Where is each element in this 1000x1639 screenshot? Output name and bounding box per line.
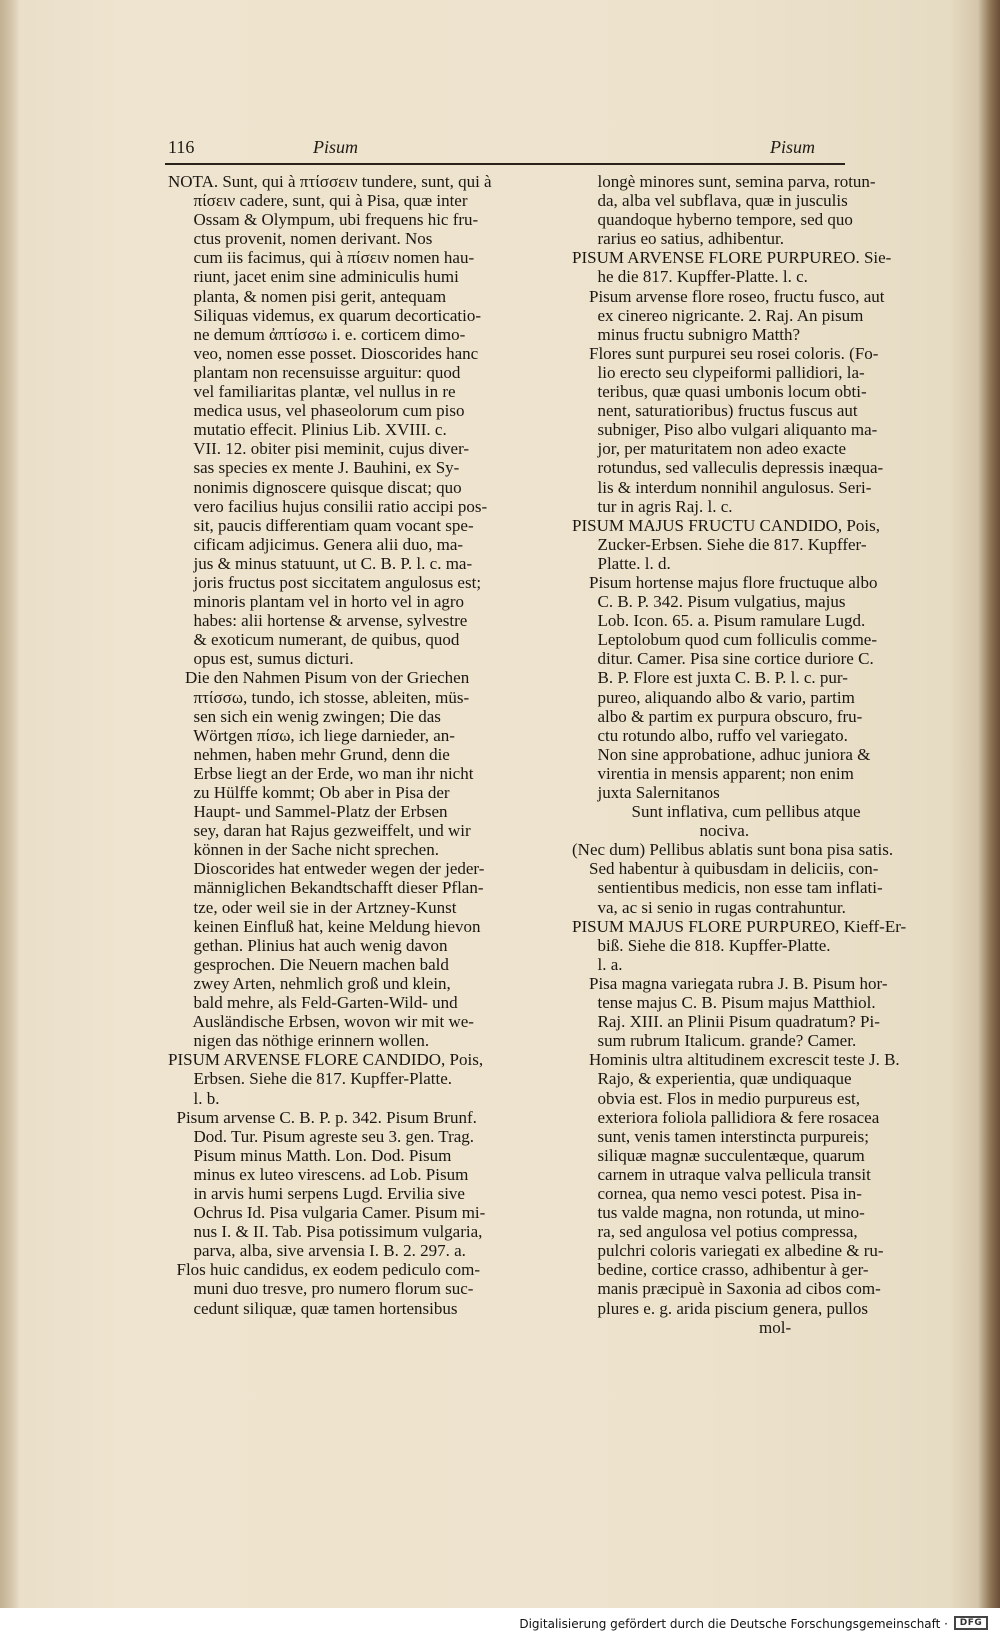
text-line: Raj. XIII. an Plinii Pisum quadratum? Pi- xyxy=(572,1012,880,1032)
text-line: Ossam & Olympum, ubi frequens hic fru- xyxy=(168,210,479,230)
text-line: keinen Einfluß hat, keine Meldung hievon xyxy=(168,916,481,936)
text-line: vel familiaritas plantæ, vel nullus in re xyxy=(168,382,456,402)
text-line: muni duo tresve, pro numero florum suc- xyxy=(168,1279,474,1299)
text-line: PISUM MAJUS FRUCTU CANDIDO, Pois, xyxy=(572,515,880,535)
text-line: Ausländische Erbsen, wovon wir mit we- xyxy=(168,1012,474,1032)
gutter-shadow xyxy=(0,0,20,1608)
right-column xyxy=(572,172,964,1337)
text-line: (Nec dum) Pellibus ablatis sunt bona pisa satis. xyxy=(572,840,894,860)
text-line: minus ex luteo virescens. ad Lob. Pisum xyxy=(168,1164,469,1184)
text-line: carnem in utraque valva pellicula transit xyxy=(572,1164,871,1184)
text-line: da, alba vel subflava, quæ in jusculis xyxy=(572,191,848,211)
text-line: ex cinereo nigricante. 2. Raj. An pisum xyxy=(572,305,864,325)
text-line: PISUM ARVENSE FLORE CANDIDO, Pois, xyxy=(168,1050,484,1070)
text-line: medica usus, vel phaseolorum cum piso xyxy=(168,401,465,421)
text-line: Non sine approbatione, adhuc juniora & xyxy=(572,744,871,764)
text-line: exteriora foliola pallidiora & fere rosacea xyxy=(572,1107,880,1127)
digitization-footer xyxy=(0,1608,1000,1639)
text-line: nus I. & II. Tab. Pisa potissimum vulgaria, xyxy=(168,1222,483,1242)
text-line: pulchri coloris variegati ex albedine & ru- xyxy=(572,1241,884,1261)
text-line: ctu rotundo albo, ruffo vel variegato. xyxy=(572,725,848,745)
text-line: B. P. Flore est juxta C. B. P. l. c. pur- xyxy=(572,668,848,688)
text-line: Die den Nahmen Pisum von der Griechen xyxy=(168,668,470,688)
text-line: riunt, jacet enim sine adminiculis humi xyxy=(168,267,459,287)
text-line: nigen das nöthige erinnern wollen. xyxy=(168,1031,430,1051)
text-line: Sed habentur à quibusdam in deliciis, con- xyxy=(572,859,879,879)
text-line: rotundus, sed valleculis depressis inæqua- xyxy=(572,458,884,478)
text-line: parva, alba, sive arvensia I. B. 2. 297. a. xyxy=(168,1241,466,1261)
text-line: Siliquas videmus, ex quarum decorticatio- xyxy=(168,305,482,325)
text-line: nent, saturatioribus) fructus fuscus aut xyxy=(572,401,858,421)
text-line: mutatio effecit. Plinius Lib. XVIII. c. xyxy=(168,420,447,440)
text-line: veo, nomen esse posset. Dioscorides hanc xyxy=(168,343,479,363)
text-line: mol- xyxy=(572,1317,792,1337)
text-line: πίσειν cadere, sunt, qui à Pisa, quæ inter xyxy=(168,191,468,211)
text-line: opus est, sumus dicturi. xyxy=(168,649,354,669)
text-line: sum rubrum Italicum. grande? Camer. xyxy=(572,1031,857,1051)
text-line: zu Hülffe kommt; Ob aber in Pisa der xyxy=(168,783,450,802)
text-line: gesprochen. Die Neuern machen bald xyxy=(168,954,449,974)
text-line: tense majus C. B. Pisum majus Matthiol. xyxy=(572,993,876,1013)
text-line: Pisum hortense majus flore fructuque albo xyxy=(572,572,878,592)
text-line: Haupt- und Sammel-Platz der Erbsen xyxy=(168,802,448,822)
text-line: manis præcipuè in Saxonia ad cibos com- xyxy=(572,1279,881,1299)
text-line: bedine, cortice crasso, adhibentur à ger- xyxy=(572,1260,869,1280)
dfg-logo: DFG xyxy=(954,1616,988,1630)
text-line: biß. Siehe die 818. Kupffer-Platte. xyxy=(572,935,831,955)
running-head-left: Pisum xyxy=(313,137,358,157)
text-line: sunt, venis tamen interstincta purpureis; xyxy=(572,1126,869,1146)
text-line: longè minores sunt, semina parva, rotun- xyxy=(572,172,876,191)
text-line: Dioscorides hat entweder wegen der jeder- xyxy=(168,859,485,879)
text-line: rarius eo satius, adhibentur. xyxy=(572,229,784,249)
text-line: Platte. l. d. xyxy=(572,553,671,573)
text-line: PISUM ARVENSE FLORE PURPUREO. Sie- xyxy=(572,248,892,268)
text-line: C. B. P. 342. Pisum vulgatius, majus xyxy=(572,592,846,612)
text-line: können in der Sache nicht sprechen. xyxy=(168,840,439,860)
text-line: nonimis dignoscere quisque discat; quo xyxy=(168,477,462,497)
text-line: Pisum arvense flore roseo, fructu fusco, aut xyxy=(572,286,885,306)
text-line: albo & partim ex purpura obscuro, fru- xyxy=(572,706,863,726)
text-line: l. a. xyxy=(572,954,623,974)
running-head-right: Pisum xyxy=(770,137,815,157)
text-line: siliquæ magnæ succulentæque, quarum xyxy=(572,1145,865,1165)
text-line: Dod. Tur. Pisum agreste seu 3. gen. Trag. xyxy=(168,1126,475,1146)
text-line: subniger, Piso albo vulgari aliquanto ma- xyxy=(572,420,878,440)
text-line: cornea, qua nemo vesci potest. Pisa in- xyxy=(572,1183,862,1203)
text-line: jor, per maturitatem non adeo exacte xyxy=(572,439,847,459)
page-number: 116 xyxy=(168,137,195,157)
text-line: sas species ex mente J. Bauhini, ex Sy- xyxy=(168,458,460,478)
text-line: Hominis ultra altitudinem excrescit teste J. B. xyxy=(572,1050,900,1070)
text-line: VII. 12. obiter pisi meminit, cujus diver- xyxy=(168,439,470,459)
text-line: minus fructu subnigro Matth? xyxy=(572,324,801,344)
text-line: plures e. g. arida piscium genera, pullos xyxy=(572,1298,869,1318)
footer-credit: Digitalisierung gefördert durch die Deutsche Forschungsgemeinschaft · xyxy=(519,1617,948,1631)
text-line: ra, sed angulosa vel potius compressa, xyxy=(572,1222,858,1242)
left-column xyxy=(168,172,550,1318)
text-line: vero facilius hujus consilii ratio accipi pos- xyxy=(168,496,488,516)
text-line: Sunt inflativa, cum pellibus atque xyxy=(572,802,861,822)
page-edge xyxy=(978,0,1000,1608)
text-line: cedunt siliquæ, quæ tamen hortensibus xyxy=(168,1298,458,1318)
text-line: Zucker-Erbsen. Siehe die 817. Kupffer- xyxy=(572,534,867,554)
text-line: nociva. xyxy=(572,821,750,841)
text-line: Pisum arvense C. B. P. p. 342. Pisum Brunf. xyxy=(168,1107,477,1127)
text-line: l. b. xyxy=(168,1088,220,1108)
text-line: ne demum ἀπτίσσω i. e. corticem dimo- xyxy=(168,324,466,344)
text-line: va, ac si senio in rugas contrahuntur. xyxy=(572,897,846,917)
text-line: Lob. Icon. 65. a. Pisum ramulare Lugd. xyxy=(572,611,866,631)
text-line: PISUM MAJUS FLORE PURPUREO, Kieff-Er- xyxy=(572,916,907,936)
text-line: planta, & nomen pisi gerit, antequam xyxy=(168,286,447,306)
text-line: sen sich ein wenig zwingen; Die das xyxy=(168,706,441,726)
text-line: zwey Arten, nehmlich groß und klein, xyxy=(168,973,451,993)
text-line: Pisum minus Matth. Lon. Dod. Pisum xyxy=(168,1145,452,1165)
text-line: ctus provenit, nomen derivant. Nos xyxy=(168,229,433,249)
text-line: joris fructus post siccitatem angulosus est; xyxy=(168,572,482,592)
header-rule xyxy=(165,163,845,165)
text-line: obvia est. Flos in medio purpureus est, xyxy=(572,1088,861,1108)
text-line: & exoticum numerant, de quibus, quod xyxy=(168,630,460,650)
text-line: plantam non recensuisse arguitur: quod xyxy=(168,362,461,382)
text-line: gethan. Plinius hat auch wenig davon xyxy=(168,935,448,955)
text-line: Wörtgen πίσω, ich liege darnieder, an- xyxy=(168,725,455,745)
text-line: sentientibus medicis, non esse tam inflati- xyxy=(572,878,883,898)
text-line: Leptolobum quod cum folliculis comme- xyxy=(572,630,878,650)
text-line: in arvis humi serpens Lugd. Ervilia sive xyxy=(168,1183,465,1203)
text-line: NOTA. Sunt, qui à πτίσσειν tundere, sunt, qui à xyxy=(168,172,492,191)
text-line: lio erecto seu clypeiformi pallidiori, la- xyxy=(572,362,865,382)
text-line: sey, daran hat Rajus gezweiffelt, und wir xyxy=(168,821,471,841)
text-line: tur in agris Raj. l. c. xyxy=(572,496,733,516)
text-line: pureo, aliquando albo & vario, partim xyxy=(572,687,855,707)
text-line: Erbse liegt an der Erde, wo man ihr nicht xyxy=(168,763,474,783)
text-line: tze, oder weil sie in der Artzney-Kunst xyxy=(168,897,457,917)
text-line: habes: alii hortense & arvense, sylvestre xyxy=(168,611,468,631)
text-line: bald mehre, als Feld-Garten-Wild- und xyxy=(168,993,458,1013)
text-line: männiglichen Bekandtschafft dieser Pflan- xyxy=(168,878,484,898)
text-line: virentia in mensis apparent; non enim xyxy=(572,763,854,783)
text-line: cificam adjicimus. Genera alii duo, ma- xyxy=(168,534,464,554)
text-line: juxta Salernitanos xyxy=(572,783,720,802)
text-line: Erbsen. Siehe die 817. Kupffer-Platte. xyxy=(168,1069,453,1089)
page-header xyxy=(168,133,840,163)
text-line: nehmen, haben mehr Grund, denn die xyxy=(168,744,450,764)
text-line: cum iis facimus, qui à πίσειν nomen hau- xyxy=(168,248,475,268)
text-line: teribus, quæ quasi umbonis locum obti- xyxy=(572,382,867,402)
text-line: he die 817. Kupffer-Platte. l. c. xyxy=(572,267,808,287)
text-line: Flos huic candidus, ex eodem pediculo com- xyxy=(168,1260,481,1280)
text-line: Flores sunt purpurei seu rosei coloris. (Fo- xyxy=(572,343,879,363)
text-line: jus & minus statuunt, ut C. B. P. l. c. ma- xyxy=(168,553,473,573)
text-line: quandoque hyberno tempore, sed quo xyxy=(572,210,853,230)
text-line: minoris plantam vel in horto vel in agro xyxy=(168,592,465,612)
text-line: ditur. Camer. Pisa sine cortice duriore C. xyxy=(572,649,874,669)
text-line: lis & interdum nonnihil angulosus. Seri- xyxy=(572,477,872,497)
text-line: Ochrus Id. Pisa vulgaria Camer. Pisum mi- xyxy=(168,1203,486,1223)
text-line: tus valde magna, non rotunda, ut mino- xyxy=(572,1203,865,1223)
text-line: sit, paucis differentiam quam vocant spe- xyxy=(168,515,474,535)
text-line: Rajo, & experientia, quæ undiquaque xyxy=(572,1069,852,1089)
text-line: Pisa magna variegata rubra J. B. Pisum hor- xyxy=(572,973,888,993)
text-line: πτίσσω, tundo, ich stosse, ableiten, müs- xyxy=(168,687,470,707)
